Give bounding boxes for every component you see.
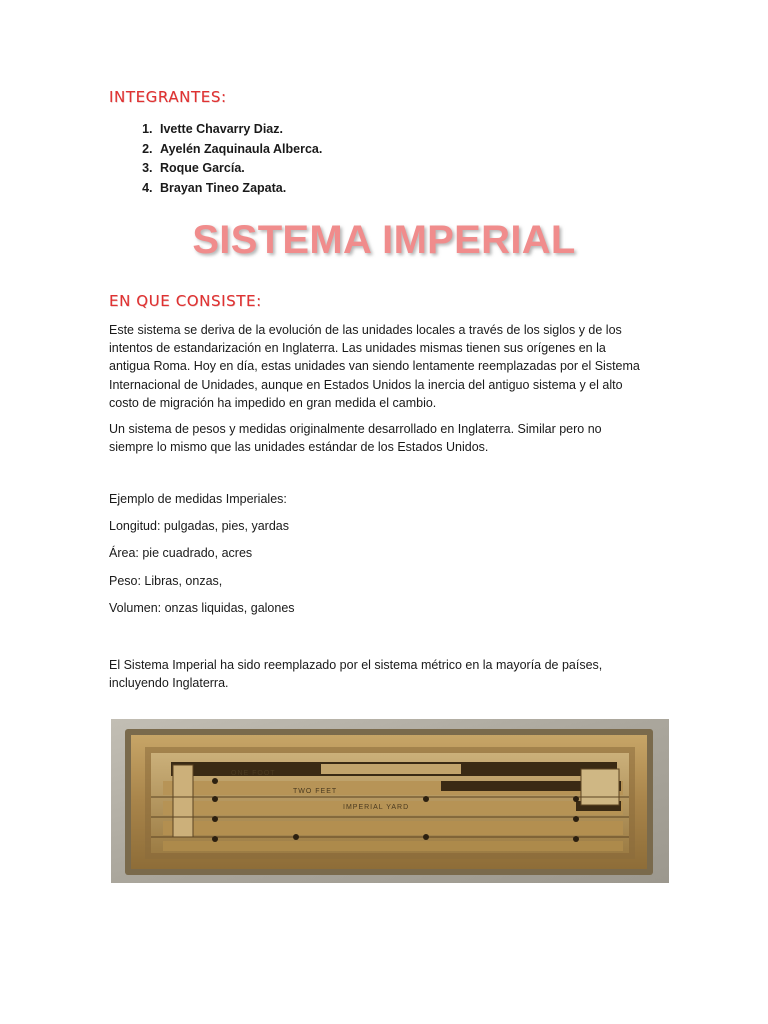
engraving-imperial-yard: IMPERIAL YARD (343, 804, 410, 811)
page-title: SISTEMA IMPERIAL (192, 218, 576, 262)
engraving-two-feet: TWO FEET (293, 788, 338, 795)
list-item: 2. Ayelén Zaquinaula Alberca. (156, 140, 322, 160)
imperial-standards-photo (111, 719, 669, 883)
example-area: Área: pie cuadrado, acres (109, 546, 253, 560)
engraving-one-foot: ONE FOOT (231, 770, 276, 777)
integrantes-heading: INTEGRANTES: (109, 88, 227, 106)
list-item: 1. Ivette Chavarry Diaz. (156, 120, 322, 140)
examples-title: Ejemplo de medidas Imperiales: (109, 492, 287, 506)
imperial-measures-plaque-image (111, 719, 669, 883)
paragraph-definition: Un sistema de pesos y medidas originalmente desarrollado en Inglaterra. Similar pero no siempre lo mismo que las unidades estándar de los Estados Unidos. (109, 422, 602, 455)
example-longitud: Longitud: pulgadas, pies, yardas (109, 519, 289, 533)
members-list (124, 120, 322, 198)
consiste-heading: EN QUE CONSISTE: (109, 292, 262, 310)
example-volumen: Volumen: onzas liquidas, galones (109, 601, 295, 615)
paragraph-origin: Este sistema se deriva de la evolución de las unidades locales a través de los siglos y de los intentos de estandarización en Inglaterra. Las unidades mismas tienen sus orígenes en la antigua Roma. Hoy en día, estas unidades van siendo lentamente reemplazadas por el Sistema Internacional de Unidades, aunque en Estados Unidos la inercia del antiguo sistema y el alto costo de migración ha impedido en gran medida el cambio. (109, 323, 640, 410)
list-item: 3. Roque García. (156, 159, 322, 179)
paragraph-closing: El Sistema Imperial ha sido reemplazado por el sistema métrico en la mayoría de países, incluyendo Inglaterra. (109, 658, 603, 691)
list-item: 4. Brayan Tineo Zapata. (156, 179, 322, 199)
example-peso: Peso: Libras, onzas, (109, 574, 223, 588)
